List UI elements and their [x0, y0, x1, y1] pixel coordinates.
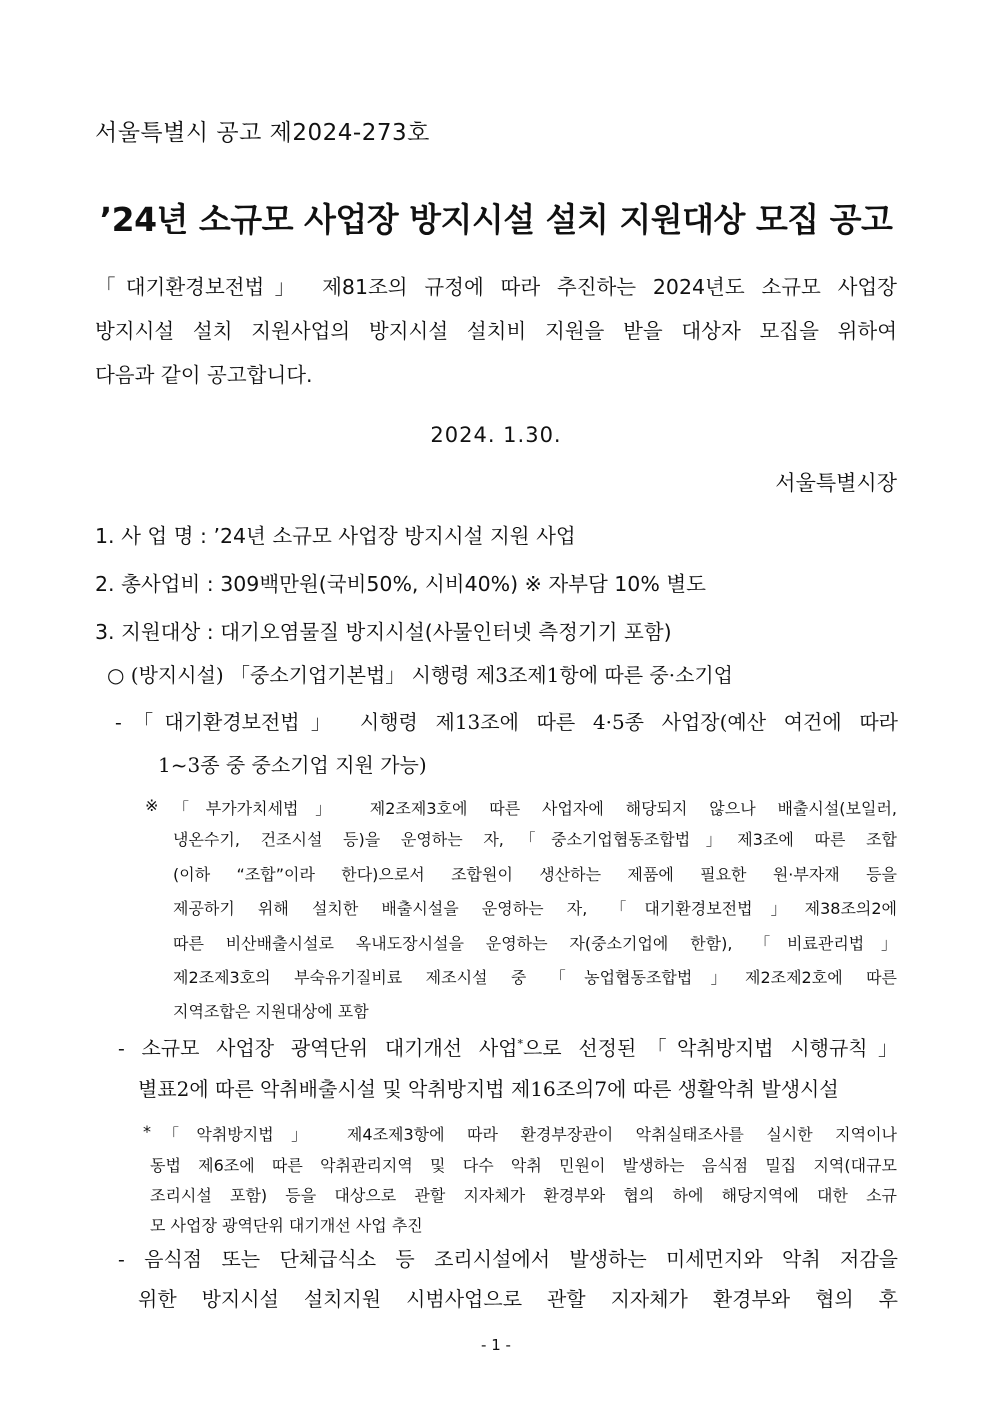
item-project-name: 1. 사 업 명 : ’24년 소규모 사업장 방지시설 지원 사업: [95, 524, 576, 548]
notice-date: 2024. 1.30.: [430, 423, 562, 447]
dash-bullet-1: -「대기환경보전법」 시행령 제13조에 따른 4·5종 사업장(예산 여건에 따라: [115, 710, 898, 734]
dash-bullet-2-b: 으로 선정된「악취방지법 시행규칙」: [522, 1036, 898, 1060]
intro-line-3: 다음과 같이 공고합니다.: [95, 363, 313, 387]
footnote-marker: *: [517, 1037, 523, 1051]
note-line-5: 따른 비산배출시설로 옥내도장시설을 운영하는 자(중소기업에 한함), 「비료관리법」: [173, 934, 897, 953]
note-line-7: 지역조합은 지원대상에 포함: [173, 1002, 369, 1021]
dash-bullet-3-line-1: - 음식점 또는 단체급식소 등 조리시설에서 발생하는 미세먼지와 악취 저감을: [118, 1247, 898, 1271]
note-line-2: 냉온수기, 건조시설 등)을 운영하는 자,「중소기업협동조합법」제3조에 따른 조합: [173, 830, 897, 849]
dash-bullet-2-cont: 별표2에 따른 악취배출시설 및 악취방지법 제16조의7에 따른 생활악취 발생시설: [138, 1077, 839, 1101]
note-mark: ※: [145, 796, 159, 815]
dash-bullet-2: [118, 1032, 898, 1061]
page-title: ’24년 소규모 사업장 방지시설 설치 지원대상 모집 공고: [99, 200, 893, 239]
footnote-line-4: 모 사업장 광역단위 대기개선 사업 추진: [150, 1216, 423, 1235]
footnote-mark: *: [143, 1122, 151, 1141]
dash-bullet-1-cont: 1~3종 중 중소기업 지원 가능): [158, 753, 427, 777]
footnote-line-3: 조리시설 포함) 등을 대상으로 관할 지자체가 환경부와 협의 하에 해당지역에 대한 소규: [150, 1186, 897, 1205]
dash-bullet-3-line-2: 위한 방지시설 설치지원 시범사업으로 관할 지자체가 환경부와 협의 후: [138, 1287, 898, 1311]
footnote-line-1: 「악취방지법」 제4조제3항에 따라 환경부장관이 악취실태조사를 실시한 지역이나: [163, 1125, 897, 1144]
note-line-4: 제공하기 위해 설치한 배출시설을 운영하는 자, 「대기환경보전법」제38조의2에: [173, 899, 897, 918]
item-total-budget: 2. 총사업비 : 309백만원(국비50%, 시비40%) ※ 자부담 10% 별도: [95, 572, 706, 596]
page-number: - 1 -: [481, 1336, 511, 1354]
dash-bullet-2-a: - 소규모 사업장 광역단위 대기개선 사업: [118, 1036, 518, 1060]
note-line-6: 제2조제3호의 부숙유기질비료 제조시설 중 「농업협동조합법」제2조제2호에 따른: [173, 968, 897, 987]
footnote-line-2: 동법 제6조에 따른 악취관리지역 및 다수 악취 민원이 발생하는 음식점 밀집 지역(대규모: [150, 1156, 897, 1175]
item-target: 3. 지원대상 : 대기오염물질 방지시설(사물인터넷 측정기기 포함): [95, 620, 672, 644]
notice-number: 서울특별시 공고 제2024-273호: [95, 120, 430, 146]
issuer: 서울특별시장: [775, 471, 897, 495]
note-line-3: (이하 “조합”이라 한다)으로서 조합원이 생산하는 제품에 필요한 원·부자재 등을: [173, 865, 897, 884]
intro-line-2: 방지시설 설치 지원사업의 방지시설 설치비 지원을 받을 대상자 모집을 위하여: [95, 319, 897, 343]
circle-bullet: ○ (방지시설) 「중소기업기본법」 시행령 제3조제1항에 따른 중·소기업: [107, 663, 734, 687]
intro-line-1: 「대기환경보전법」 제81조의 규정에 따라 추진하는 2024년도 소규모 사업장: [95, 275, 897, 299]
note-line-1: 「부가가치세법」 제2조제3호에 따른 사업자에 해당되지 않으나 배출시설(보일러,: [173, 799, 897, 818]
